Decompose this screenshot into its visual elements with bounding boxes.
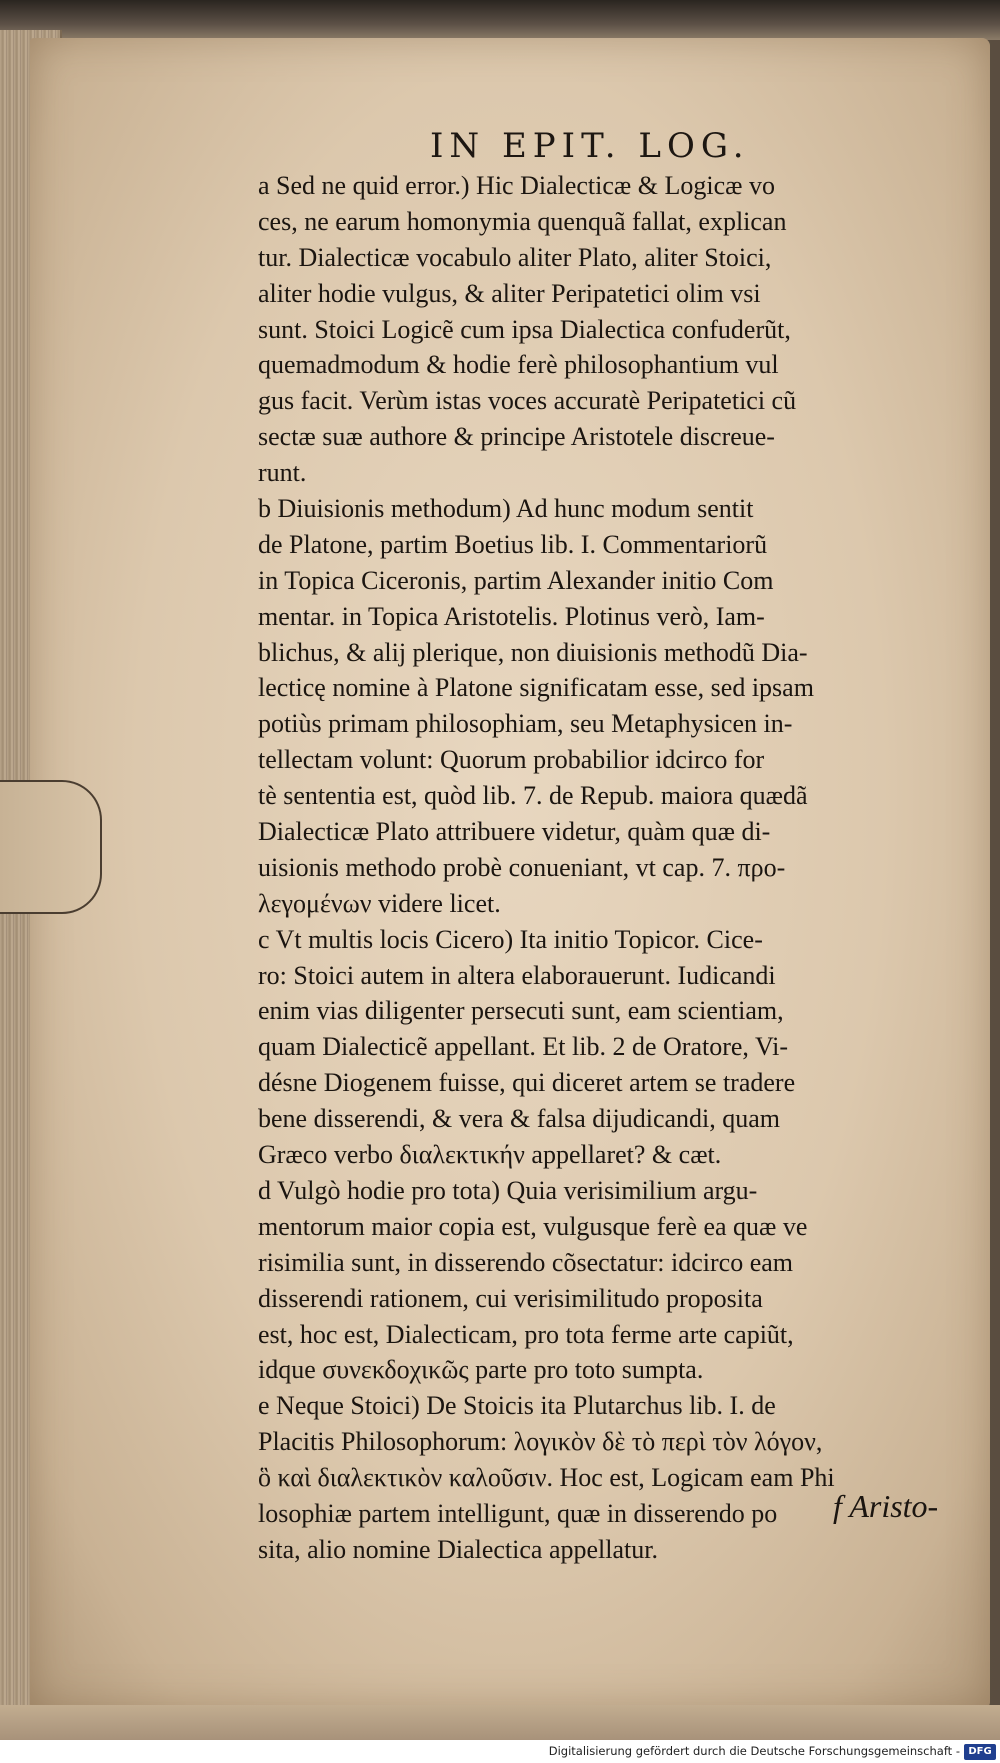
book-top-edge <box>0 0 1000 40</box>
text-line: tellectam volunt: Quorum probabilior idcirco for <box>258 745 765 775</box>
text-line: in Topica Ciceronis, partim Alexander initio Com <box>258 565 774 595</box>
text-line: idque συνεκδοχικῶς parte pro toto sumpta. <box>258 1355 704 1385</box>
text-line: Placitis Philosophorum: λογικὸν δὲ τὸ περὶ τὸν λόγον, <box>258 1427 823 1457</box>
dfg-logo: DFG <box>964 1744 996 1760</box>
text-line: Dialecticæ Plato attribuere videtur, quàm quæ di- <box>258 817 771 847</box>
text-line: λεγομένων videre licet. <box>258 888 501 918</box>
text-line: mentorum maior copia est, vulgusque ferè ea quæ ve <box>258 1211 808 1241</box>
catchword: f Aristo- <box>833 1488 939 1524</box>
text-line: ὃ καὶ διαλεκτικὸν καλοῦσιν. Hoc est, Logicam eam Phi <box>258 1463 835 1493</box>
text-line: Græco verbo διαλεκτικήν appellaret? & cæt. <box>258 1140 722 1170</box>
text-line: quemadmodum & hodie ferè philosophantium vul <box>258 350 779 380</box>
text-line: potiùs primam philosophiam, seu Metaphysicen in- <box>258 709 793 739</box>
body-text <box>258 168 974 1568</box>
text-line: risimilia sunt, in disserendo cõsectatur: idcirco eam <box>258 1247 794 1277</box>
text-line: tè sententia est, quòd lib. 7. de Repub. maiora quædã <box>258 781 808 811</box>
text-line: gus facit. Verùm istas voces accuratè Peripatetici cũ <box>258 386 797 416</box>
text-line: est, hoc est, Dialecticam, pro tota ferme arte capiũt, <box>258 1319 794 1349</box>
text-line: quam Dialecticẽ appellant. Et lib. 2 de Oratore, Vi- <box>258 1032 789 1062</box>
text-line: enim vias diligenter persecuti sunt, eam scientiam, <box>258 996 784 1026</box>
text-line: aliter hodie vulgus, & aliter Peripatetici olim vsi <box>258 278 761 308</box>
text-line: sectæ suæ authore & principe Aristotele discreue- <box>258 422 775 452</box>
text-line: b Diuisionis methodum) Ad hunc modum sentit <box>258 494 754 524</box>
text-line: a Sed ne quid error.) Hic Dialecticæ & Logicæ vo <box>258 171 775 200</box>
text-line: de Platone, partim Boetius lib. I. Commentariorũ <box>258 529 768 559</box>
text-line: uisionis methodo probè conueniant, vt cap. 7. προ- <box>258 852 786 882</box>
page-tab-marker <box>0 780 102 914</box>
text-line: e Neque Stoici) De Stoicis ita Plutarchus lib. I. de <box>258 1391 776 1421</box>
running-head: IN EPIT. LOG. <box>430 126 750 166</box>
text-line: ro: Stoici autem in altera elaborauerunt. Iudicandi <box>258 960 776 990</box>
text-line: ces, ne earum homonymia quenquã fallat, explican <box>258 206 787 236</box>
text-line: disserendi rationem, cui verisimilitudo proposita <box>258 1283 763 1313</box>
text-line: sita, alio nomine Dialectica appellatur. <box>258 1534 658 1564</box>
text-line: losophiæ partem intelligunt, quæ in disserendo po <box>258 1498 778 1528</box>
text-line: sunt. Stoici Logicẽ cum ipsa Dialectica confuderũt, <box>258 314 791 344</box>
text-line: blichus, & alij plerique, non diuisionis methodũ Dia- <box>258 637 808 667</box>
text-line: c Vt multis locis Cicero) Ita initio Topicor. Cice- <box>258 924 763 954</box>
text-line: désne Diogenem fuisse, qui diceret artem se tradere <box>258 1068 796 1098</box>
text-line: d Vulgò hodie pro tota) Quia verisimilium argu- <box>258 1175 758 1205</box>
text-line: runt. <box>258 458 307 488</box>
text-line: lecticę nomine à Platone significatam esse, sed ipsam <box>258 673 814 703</box>
book-bottom-edge <box>0 1705 1000 1740</box>
text-line: tur. Dialecticæ vocabulo aliter Plato, aliter Stoici, <box>258 242 772 272</box>
text-line: bene disserendi, & vera & falsa dijudicandi, quam <box>258 1104 781 1134</box>
digitization-credit: Digitalisierung gefördert durch die Deutsche Forschungsgemeinschaft - <box>548 1744 960 1758</box>
text-line: mentar. in Topica Aristotelis. Plotinus verò, Iam- <box>258 601 765 631</box>
